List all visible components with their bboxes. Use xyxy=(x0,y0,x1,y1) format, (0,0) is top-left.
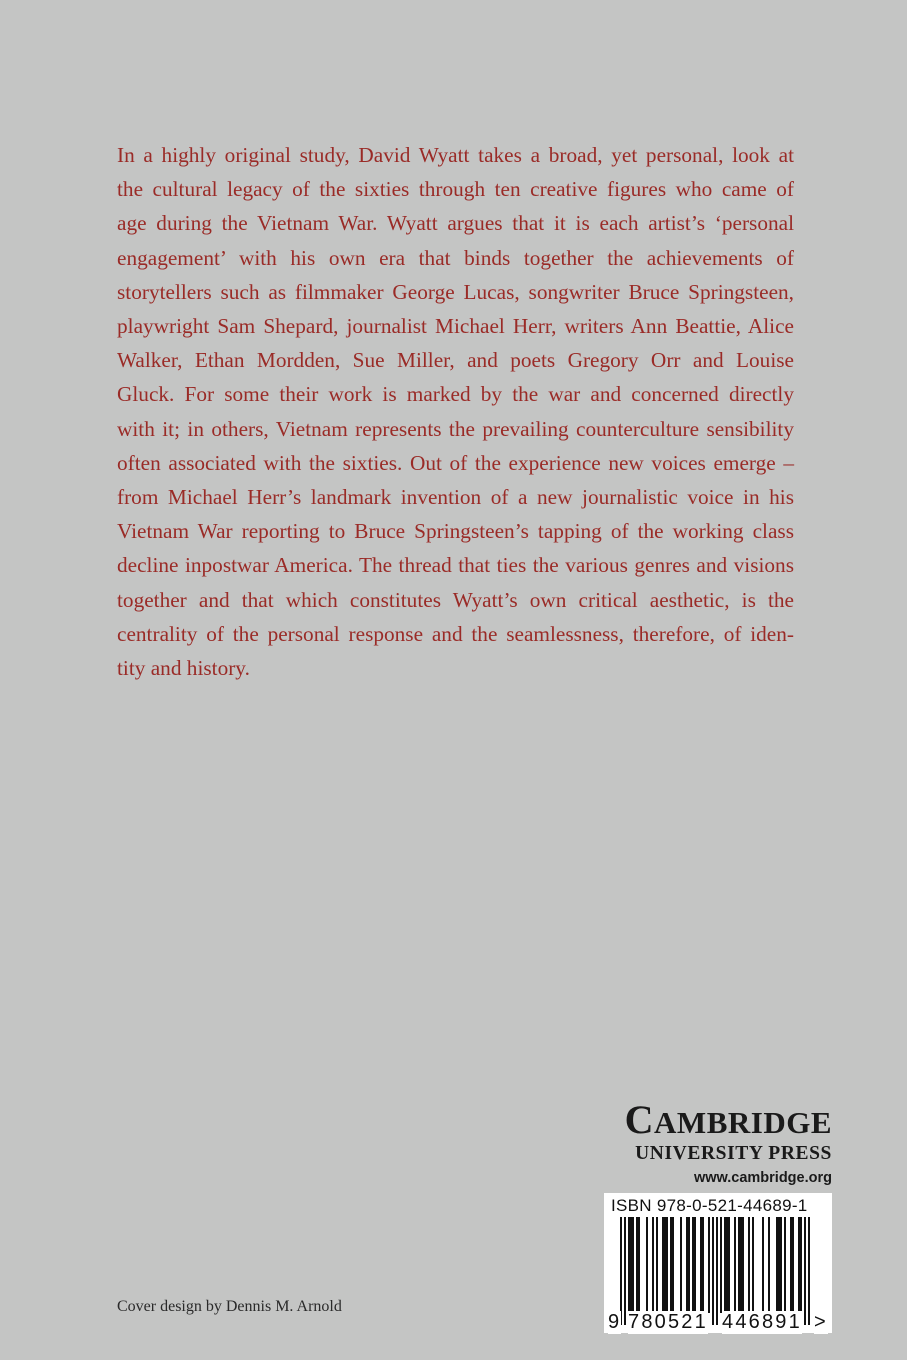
barcode-guard-bar xyxy=(804,1217,806,1325)
barcode-guard-bar xyxy=(716,1217,718,1325)
barcode-guard-bar xyxy=(620,1217,622,1325)
barcode-bar xyxy=(662,1217,664,1313)
barcode-bar xyxy=(628,1217,630,1313)
blurb-line: centrality of the personal response and the seamlessness, therefore, of iden- xyxy=(117,621,794,646)
publisher-url: www.cambridge.org xyxy=(693,1170,832,1186)
barcode-bar xyxy=(738,1217,740,1313)
barcode-bar xyxy=(656,1217,658,1313)
barcode-digits xyxy=(604,1311,832,1333)
barcode-bar xyxy=(792,1217,794,1313)
barcode-left-group: 780521 xyxy=(628,1311,708,1333)
barcode-bar xyxy=(666,1217,668,1313)
barcode-bar xyxy=(664,1217,666,1313)
isbn-label: ISBN 978-0-521-44689-1 xyxy=(611,1196,808,1215)
publisher-subname: UNIVERSITY PRESS xyxy=(635,1143,832,1164)
barcode-bar xyxy=(780,1217,782,1313)
barcode-bar xyxy=(748,1217,750,1313)
cover-credit: Cover design by Dennis M. Arnold xyxy=(117,1298,342,1315)
barcode-bar xyxy=(652,1217,654,1313)
barcode-bar xyxy=(672,1217,674,1313)
barcode-bar xyxy=(798,1217,800,1313)
barcode-bar xyxy=(686,1217,688,1313)
publisher-logo xyxy=(600,1097,832,1188)
barcode-bar xyxy=(724,1217,726,1313)
barcode-bar xyxy=(670,1217,672,1313)
barcode-bar xyxy=(700,1217,702,1313)
barcode-end-mark: > xyxy=(814,1311,828,1333)
barcode-guard-bar xyxy=(712,1217,714,1325)
barcode-bar xyxy=(692,1217,694,1313)
barcode-bar xyxy=(680,1217,682,1313)
barcode-bar xyxy=(630,1217,632,1313)
barcode-bar xyxy=(694,1217,696,1313)
barcode-bar xyxy=(726,1217,728,1313)
barcode-bar xyxy=(778,1217,780,1313)
barcode-bar xyxy=(638,1217,640,1313)
barcode-bar xyxy=(636,1217,638,1313)
barcode-bar xyxy=(762,1217,764,1313)
blurb-line: age during the Vietnam War. Wyatt argues that it is each artist’s ‘personal xyxy=(117,211,794,236)
barcode-bar xyxy=(768,1217,770,1313)
barcode-bar xyxy=(784,1217,786,1313)
barcode-bar xyxy=(800,1217,802,1313)
barcode-right-group: 446891 xyxy=(722,1311,802,1333)
barcode-bar xyxy=(776,1217,778,1313)
barcode-guard-bar xyxy=(808,1217,810,1325)
barcode-bar xyxy=(702,1217,704,1313)
blurb-line: together and that which constitutes Wyatt’s own critical aesthetic, is the xyxy=(117,587,794,612)
barcode-bar xyxy=(720,1217,722,1313)
barcode-bar xyxy=(740,1217,742,1313)
blurb-line: often associated with the sixties. Out of the experience new voices emerge – xyxy=(117,450,794,475)
blurb-line: storytellers such as filmmaker George Lucas, songwriter Bruce Springsteen, xyxy=(117,279,794,304)
back-cover-blurb xyxy=(117,138,794,685)
blurb-line: the cultural legacy of the sixties through ten creative figures who came of xyxy=(117,177,794,202)
barcode-bar xyxy=(752,1217,754,1313)
barcode-bar xyxy=(632,1217,634,1313)
blurb-line: Walker, Ethan Mordden, Sue Miller, and poets Gregory Orr and Louise xyxy=(117,348,794,373)
blurb-line: decline inpostwar America. The thread that ties the various genres and visions xyxy=(117,553,794,578)
barcode-bar xyxy=(790,1217,792,1313)
blurb-line: playwright Sam Shepard, journalist Michael Herr, writers Ann Beattie, Alice xyxy=(117,314,794,339)
barcode-bar xyxy=(742,1217,744,1313)
barcode-bar xyxy=(708,1217,710,1313)
barcode-bar xyxy=(734,1217,736,1313)
blurb-line: with it; in others, Vietnam represents the prevailing counterculture sensibility xyxy=(117,416,794,441)
blurb-line: from Michael Herr’s landmark invention of a new journalistic voice in his xyxy=(117,485,794,510)
blurb-line: engagement’ with his own era that binds together the achievements of xyxy=(117,245,794,270)
blurb-line: Vietnam War reporting to Bruce Springsteen’s tapping of the working class xyxy=(117,519,794,544)
barcode-bar xyxy=(646,1217,648,1313)
barcode-guard-bar xyxy=(624,1217,626,1325)
blurb-line: In a highly original study, David Wyatt takes a broad, yet personal, look at xyxy=(117,143,794,167)
isbn-barcode xyxy=(604,1193,832,1333)
barcode-bar xyxy=(688,1217,690,1313)
barcode-bar xyxy=(728,1217,730,1313)
blurb-line: Gluck. For some their work is marked by the war and concerned directly xyxy=(117,382,794,407)
blurb-line: tity and history. xyxy=(117,656,250,681)
publisher-name: CAMBRIDGE xyxy=(624,1097,832,1142)
barcode-lead-digit: 9 xyxy=(608,1311,622,1333)
